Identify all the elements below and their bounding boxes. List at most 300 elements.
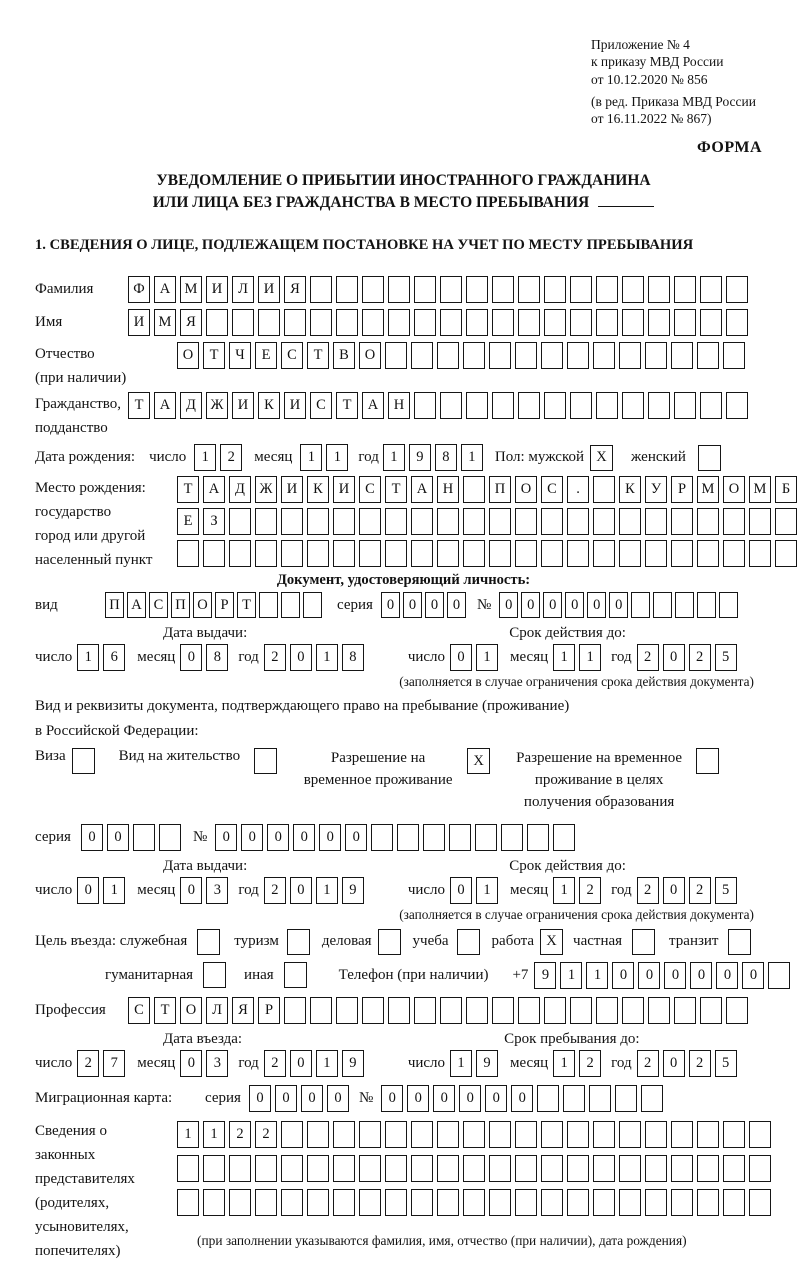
- char-cell[interactable]: [570, 997, 592, 1024]
- char-cell[interactable]: [749, 1155, 771, 1182]
- char-cell[interactable]: 1: [300, 444, 322, 471]
- char-cell[interactable]: В: [333, 342, 355, 369]
- char-cell[interactable]: 9: [342, 1050, 364, 1077]
- char-cell[interactable]: 9: [534, 962, 556, 989]
- char-cell[interactable]: [449, 824, 471, 851]
- char-cell[interactable]: 0: [425, 592, 444, 618]
- char-cell[interactable]: О: [177, 342, 199, 369]
- char-cell[interactable]: [723, 508, 745, 535]
- char-cell[interactable]: [437, 1121, 459, 1148]
- char-cell[interactable]: [515, 1189, 537, 1216]
- char-cell[interactable]: [671, 1121, 693, 1148]
- char-cell[interactable]: 2: [637, 1050, 659, 1077]
- char-cell[interactable]: [492, 997, 514, 1024]
- char-cell[interactable]: 2: [229, 1121, 251, 1148]
- char-cell[interactable]: [567, 540, 589, 567]
- char-cell[interactable]: [466, 309, 488, 336]
- char-cell[interactable]: [553, 824, 575, 851]
- char-cell[interactable]: 2: [264, 1050, 286, 1077]
- char-cell[interactable]: 0: [180, 877, 202, 904]
- char-cell[interactable]: 0: [381, 592, 400, 618]
- char-cell[interactable]: [440, 276, 462, 303]
- char-cell[interactable]: О: [359, 342, 381, 369]
- char-cell[interactable]: 0: [407, 1085, 429, 1112]
- char-cell[interactable]: Т: [203, 342, 225, 369]
- char-cell[interactable]: [177, 1155, 199, 1182]
- char-cell[interactable]: [619, 540, 641, 567]
- char-cell[interactable]: [463, 508, 485, 535]
- char-cell[interactable]: [537, 1085, 559, 1112]
- char-cell[interactable]: [440, 392, 462, 419]
- char-cell[interactable]: [541, 1189, 563, 1216]
- char-cell[interactable]: [671, 342, 693, 369]
- char-cell[interactable]: 1: [553, 877, 575, 904]
- char-cell[interactable]: [475, 824, 497, 851]
- char-cell[interactable]: [645, 1189, 667, 1216]
- char-cell[interactable]: [411, 540, 433, 567]
- char-cell[interactable]: [411, 1121, 433, 1148]
- char-cell[interactable]: [229, 1155, 251, 1182]
- char-cell[interactable]: М: [154, 309, 176, 336]
- char-cell[interactable]: [570, 276, 592, 303]
- char-cell[interactable]: [333, 1155, 355, 1182]
- char-cell[interactable]: [281, 508, 303, 535]
- char-cell[interactable]: [489, 540, 511, 567]
- char-cell[interactable]: [492, 276, 514, 303]
- char-cell[interactable]: [310, 309, 332, 336]
- char-cell[interactable]: [541, 540, 563, 567]
- char-cell[interactable]: [567, 1189, 589, 1216]
- char-cell[interactable]: [336, 309, 358, 336]
- char-cell[interactable]: [697, 592, 716, 618]
- char-cell[interactable]: О: [515, 476, 537, 503]
- char-cell[interactable]: [648, 392, 670, 419]
- checkbox-other[interactable]: [284, 962, 307, 988]
- char-cell[interactable]: [515, 342, 537, 369]
- char-cell[interactable]: [492, 392, 514, 419]
- char-cell[interactable]: [563, 1085, 585, 1112]
- checkbox-female[interactable]: [698, 445, 721, 471]
- char-cell[interactable]: А: [154, 276, 176, 303]
- char-cell[interactable]: [723, 1155, 745, 1182]
- checkbox-male[interactable]: X: [590, 445, 613, 471]
- char-cell[interactable]: [284, 309, 306, 336]
- char-cell[interactable]: [489, 1121, 511, 1148]
- char-cell[interactable]: [775, 540, 797, 567]
- char-cell[interactable]: 0: [180, 1050, 202, 1077]
- char-cell[interactable]: [593, 342, 615, 369]
- checkbox-temp-permit[interactable]: X: [467, 748, 490, 774]
- char-cell[interactable]: 1: [316, 877, 338, 904]
- char-cell[interactable]: С: [128, 997, 150, 1024]
- char-cell[interactable]: К: [258, 392, 280, 419]
- char-cell[interactable]: [723, 342, 745, 369]
- char-cell[interactable]: [671, 1189, 693, 1216]
- char-cell[interactable]: 9: [342, 877, 364, 904]
- char-cell[interactable]: [385, 1189, 407, 1216]
- char-cell[interactable]: [619, 1121, 641, 1148]
- char-cell[interactable]: 1: [553, 644, 575, 671]
- char-cell[interactable]: 0: [485, 1085, 507, 1112]
- char-cell[interactable]: 2: [579, 1050, 601, 1077]
- char-cell[interactable]: [414, 276, 436, 303]
- char-cell[interactable]: [385, 342, 407, 369]
- char-cell[interactable]: Р: [215, 592, 234, 618]
- char-cell[interactable]: 2: [255, 1121, 277, 1148]
- char-cell[interactable]: 0: [521, 592, 540, 618]
- char-cell[interactable]: [622, 276, 644, 303]
- char-cell[interactable]: [206, 309, 228, 336]
- char-cell[interactable]: 0: [327, 1085, 349, 1112]
- char-cell[interactable]: Я: [180, 309, 202, 336]
- char-cell[interactable]: [697, 1189, 719, 1216]
- char-cell[interactable]: 0: [459, 1085, 481, 1112]
- char-cell[interactable]: [397, 824, 419, 851]
- char-cell[interactable]: [648, 997, 670, 1024]
- checkbox-work[interactable]: X: [540, 929, 563, 955]
- char-cell[interactable]: [619, 1155, 641, 1182]
- char-cell[interactable]: 0: [565, 592, 584, 618]
- char-cell[interactable]: [515, 540, 537, 567]
- char-cell[interactable]: А: [411, 476, 433, 503]
- char-cell[interactable]: [437, 1155, 459, 1182]
- char-cell[interactable]: [622, 309, 644, 336]
- char-cell[interactable]: 8: [342, 644, 364, 671]
- char-cell[interactable]: [388, 997, 410, 1024]
- char-cell[interactable]: 0: [249, 1085, 271, 1112]
- char-cell[interactable]: 0: [345, 824, 367, 851]
- char-cell[interactable]: [281, 592, 300, 618]
- char-cell[interactable]: М: [180, 276, 202, 303]
- char-cell[interactable]: [653, 592, 672, 618]
- char-cell[interactable]: [359, 540, 381, 567]
- char-cell[interactable]: [333, 1121, 355, 1148]
- char-cell[interactable]: [307, 1189, 329, 1216]
- char-cell[interactable]: С: [541, 476, 563, 503]
- char-cell[interactable]: И: [206, 276, 228, 303]
- char-cell[interactable]: 2: [689, 1050, 711, 1077]
- char-cell[interactable]: 1: [77, 644, 99, 671]
- char-cell[interactable]: [515, 508, 537, 535]
- char-cell[interactable]: [518, 997, 540, 1024]
- checkbox-transit[interactable]: [728, 929, 751, 955]
- char-cell[interactable]: 0: [663, 644, 685, 671]
- char-cell[interactable]: 0: [450, 877, 472, 904]
- char-cell[interactable]: [596, 276, 618, 303]
- char-cell[interactable]: [133, 824, 155, 851]
- char-cell[interactable]: [385, 508, 407, 535]
- char-cell[interactable]: 1: [461, 444, 483, 471]
- char-cell[interactable]: 0: [612, 962, 634, 989]
- char-cell[interactable]: [518, 276, 540, 303]
- char-cell[interactable]: [593, 1121, 615, 1148]
- char-cell[interactable]: 1: [316, 644, 338, 671]
- char-cell[interactable]: У: [645, 476, 667, 503]
- char-cell[interactable]: Ч: [229, 342, 251, 369]
- char-cell[interactable]: 1: [316, 1050, 338, 1077]
- char-cell[interactable]: Ф: [128, 276, 150, 303]
- char-cell[interactable]: [489, 508, 511, 535]
- char-cell[interactable]: [437, 508, 459, 535]
- char-cell[interactable]: [492, 309, 514, 336]
- char-cell[interactable]: 1: [203, 1121, 225, 1148]
- char-cell[interactable]: [645, 342, 667, 369]
- char-cell[interactable]: [388, 276, 410, 303]
- char-cell[interactable]: Е: [255, 342, 277, 369]
- char-cell[interactable]: [567, 1155, 589, 1182]
- char-cell[interactable]: [719, 592, 738, 618]
- char-cell[interactable]: [501, 824, 523, 851]
- char-cell[interactable]: [726, 392, 748, 419]
- char-cell[interactable]: [645, 508, 667, 535]
- char-cell[interactable]: Н: [388, 392, 410, 419]
- char-cell[interactable]: 2: [637, 644, 659, 671]
- char-cell[interactable]: [645, 540, 667, 567]
- char-cell[interactable]: [544, 997, 566, 1024]
- char-cell[interactable]: 1: [177, 1121, 199, 1148]
- char-cell[interactable]: 8: [435, 444, 457, 471]
- char-cell[interactable]: 2: [77, 1050, 99, 1077]
- char-cell[interactable]: [362, 997, 384, 1024]
- char-cell[interactable]: Д: [180, 392, 202, 419]
- char-cell[interactable]: [310, 276, 332, 303]
- char-cell[interactable]: [671, 1155, 693, 1182]
- char-cell[interactable]: Е: [177, 508, 199, 535]
- char-cell[interactable]: 0: [267, 824, 289, 851]
- char-cell[interactable]: [281, 1155, 303, 1182]
- char-cell[interactable]: [700, 997, 722, 1024]
- char-cell[interactable]: [385, 1121, 407, 1148]
- char-cell[interactable]: 0: [638, 962, 660, 989]
- char-cell[interactable]: [371, 824, 393, 851]
- char-cell[interactable]: О: [723, 476, 745, 503]
- char-cell[interactable]: [177, 540, 199, 567]
- char-cell[interactable]: [159, 824, 181, 851]
- char-cell[interactable]: И: [284, 392, 306, 419]
- char-cell[interactable]: [336, 997, 358, 1024]
- char-cell[interactable]: [726, 276, 748, 303]
- char-cell[interactable]: [437, 1189, 459, 1216]
- char-cell[interactable]: З: [203, 508, 225, 535]
- char-cell[interactable]: [255, 540, 277, 567]
- char-cell[interactable]: 0: [301, 1085, 323, 1112]
- char-cell[interactable]: [570, 392, 592, 419]
- char-cell[interactable]: [463, 476, 485, 503]
- char-cell[interactable]: [203, 1155, 225, 1182]
- checkbox-official[interactable]: [197, 929, 220, 955]
- char-cell[interactable]: Т: [385, 476, 407, 503]
- char-cell[interactable]: [515, 1121, 537, 1148]
- char-cell[interactable]: Т: [128, 392, 150, 419]
- char-cell[interactable]: А: [154, 392, 176, 419]
- char-cell[interactable]: [255, 1155, 277, 1182]
- char-cell[interactable]: 0: [290, 877, 312, 904]
- char-cell[interactable]: П: [489, 476, 511, 503]
- checkbox-edu-permit[interactable]: [696, 748, 719, 774]
- char-cell[interactable]: [697, 1155, 719, 1182]
- char-cell[interactable]: [258, 309, 280, 336]
- char-cell[interactable]: [674, 997, 696, 1024]
- char-cell[interactable]: 0: [180, 644, 202, 671]
- char-cell[interactable]: 1: [103, 877, 125, 904]
- char-cell[interactable]: [541, 1121, 563, 1148]
- char-cell[interactable]: 0: [663, 1050, 685, 1077]
- char-cell[interactable]: 0: [319, 824, 341, 851]
- char-cell[interactable]: 1: [476, 877, 498, 904]
- char-cell[interactable]: [411, 1189, 433, 1216]
- char-cell[interactable]: 9: [476, 1050, 498, 1077]
- char-cell[interactable]: [423, 824, 445, 851]
- char-cell[interactable]: [700, 392, 722, 419]
- char-cell[interactable]: [749, 540, 771, 567]
- char-cell[interactable]: Т: [307, 342, 329, 369]
- char-cell[interactable]: 0: [511, 1085, 533, 1112]
- char-cell[interactable]: 5: [715, 877, 737, 904]
- char-cell[interactable]: [648, 309, 670, 336]
- char-cell[interactable]: [674, 309, 696, 336]
- char-cell[interactable]: С: [149, 592, 168, 618]
- char-cell[interactable]: [440, 997, 462, 1024]
- char-cell[interactable]: 0: [290, 1050, 312, 1077]
- char-cell[interactable]: [281, 1189, 303, 1216]
- char-cell[interactable]: 2: [689, 877, 711, 904]
- checkbox-tourism[interactable]: [287, 929, 310, 955]
- char-cell[interactable]: [593, 1189, 615, 1216]
- char-cell[interactable]: [411, 508, 433, 535]
- char-cell[interactable]: 0: [450, 644, 472, 671]
- char-cell[interactable]: Р: [671, 476, 693, 503]
- char-cell[interactable]: 0: [587, 592, 606, 618]
- char-cell[interactable]: 0: [241, 824, 263, 851]
- char-cell[interactable]: [203, 1189, 225, 1216]
- char-cell[interactable]: [593, 540, 615, 567]
- char-cell[interactable]: 0: [77, 877, 99, 904]
- checkbox-humanitarian[interactable]: [203, 962, 226, 988]
- char-cell[interactable]: [307, 1155, 329, 1182]
- char-cell[interactable]: [463, 1155, 485, 1182]
- char-cell[interactable]: [596, 309, 618, 336]
- char-cell[interactable]: [567, 508, 589, 535]
- char-cell[interactable]: [303, 592, 322, 618]
- char-cell[interactable]: Н: [437, 476, 459, 503]
- char-cell[interactable]: 1: [553, 1050, 575, 1077]
- char-cell[interactable]: 0: [275, 1085, 297, 1112]
- char-cell[interactable]: [281, 540, 303, 567]
- char-cell[interactable]: [463, 1189, 485, 1216]
- char-cell[interactable]: Т: [177, 476, 199, 503]
- char-cell[interactable]: 0: [403, 592, 422, 618]
- char-cell[interactable]: А: [127, 592, 146, 618]
- char-cell[interactable]: 1: [383, 444, 405, 471]
- char-cell[interactable]: 0: [433, 1085, 455, 1112]
- char-cell[interactable]: С: [310, 392, 332, 419]
- char-cell[interactable]: Б: [775, 476, 797, 503]
- char-cell[interactable]: [697, 1121, 719, 1148]
- char-cell[interactable]: Р: [258, 997, 280, 1024]
- char-cell[interactable]: [615, 1085, 637, 1112]
- char-cell[interactable]: [749, 1121, 771, 1148]
- char-cell[interactable]: [359, 1189, 381, 1216]
- char-cell[interactable]: [229, 1189, 251, 1216]
- char-cell[interactable]: 1: [450, 1050, 472, 1077]
- char-cell[interactable]: 2: [220, 444, 242, 471]
- char-cell[interactable]: 0: [293, 824, 315, 851]
- char-cell[interactable]: [697, 342, 719, 369]
- char-cell[interactable]: К: [307, 476, 329, 503]
- char-cell[interactable]: 1: [476, 644, 498, 671]
- char-cell[interactable]: 0: [663, 877, 685, 904]
- char-cell[interactable]: [463, 1121, 485, 1148]
- char-cell[interactable]: [414, 309, 436, 336]
- char-cell[interactable]: А: [203, 476, 225, 503]
- char-cell[interactable]: Т: [336, 392, 358, 419]
- char-cell[interactable]: [700, 276, 722, 303]
- char-cell[interactable]: [284, 997, 306, 1024]
- char-cell[interactable]: .: [567, 476, 589, 503]
- char-cell[interactable]: [726, 997, 748, 1024]
- checkbox-study[interactable]: [457, 929, 480, 955]
- checkbox-visa[interactable]: [72, 748, 95, 774]
- char-cell[interactable]: [310, 997, 332, 1024]
- char-cell[interactable]: С: [281, 342, 303, 369]
- char-cell[interactable]: [336, 276, 358, 303]
- char-cell[interactable]: [466, 276, 488, 303]
- char-cell[interactable]: И: [128, 309, 150, 336]
- char-cell[interactable]: 2: [637, 877, 659, 904]
- char-cell[interactable]: [541, 342, 563, 369]
- char-cell[interactable]: 1: [326, 444, 348, 471]
- char-cell[interactable]: [518, 309, 540, 336]
- char-cell[interactable]: Л: [206, 997, 228, 1024]
- char-cell[interactable]: [671, 508, 693, 535]
- char-cell[interactable]: Д: [229, 476, 251, 503]
- char-cell[interactable]: И: [281, 476, 303, 503]
- char-cell[interactable]: П: [171, 592, 190, 618]
- char-cell[interactable]: [411, 1155, 433, 1182]
- char-cell[interactable]: [544, 392, 566, 419]
- char-cell[interactable]: М: [749, 476, 771, 503]
- char-cell[interactable]: А: [362, 392, 384, 419]
- char-cell[interactable]: [515, 1155, 537, 1182]
- char-cell[interactable]: [671, 540, 693, 567]
- char-cell[interactable]: [589, 1085, 611, 1112]
- char-cell[interactable]: [631, 592, 650, 618]
- char-cell[interactable]: [362, 276, 384, 303]
- char-cell[interactable]: 1: [560, 962, 582, 989]
- char-cell[interactable]: [333, 508, 355, 535]
- char-cell[interactable]: [544, 276, 566, 303]
- char-cell[interactable]: [359, 1121, 381, 1148]
- char-cell[interactable]: 2: [689, 644, 711, 671]
- char-cell[interactable]: [641, 1085, 663, 1112]
- char-cell[interactable]: [697, 508, 719, 535]
- char-cell[interactable]: [281, 1121, 303, 1148]
- char-cell[interactable]: [645, 1155, 667, 1182]
- char-cell[interactable]: [307, 508, 329, 535]
- char-cell[interactable]: [229, 540, 251, 567]
- char-cell[interactable]: [593, 508, 615, 535]
- char-cell[interactable]: 0: [381, 1085, 403, 1112]
- char-cell[interactable]: [541, 1155, 563, 1182]
- char-cell[interactable]: [749, 508, 771, 535]
- char-cell[interactable]: 0: [107, 824, 129, 851]
- char-cell[interactable]: [527, 824, 549, 851]
- char-cell[interactable]: 7: [103, 1050, 125, 1077]
- char-cell[interactable]: [619, 508, 641, 535]
- char-cell[interactable]: [440, 309, 462, 336]
- char-cell[interactable]: [466, 997, 488, 1024]
- char-cell[interactable]: [359, 1155, 381, 1182]
